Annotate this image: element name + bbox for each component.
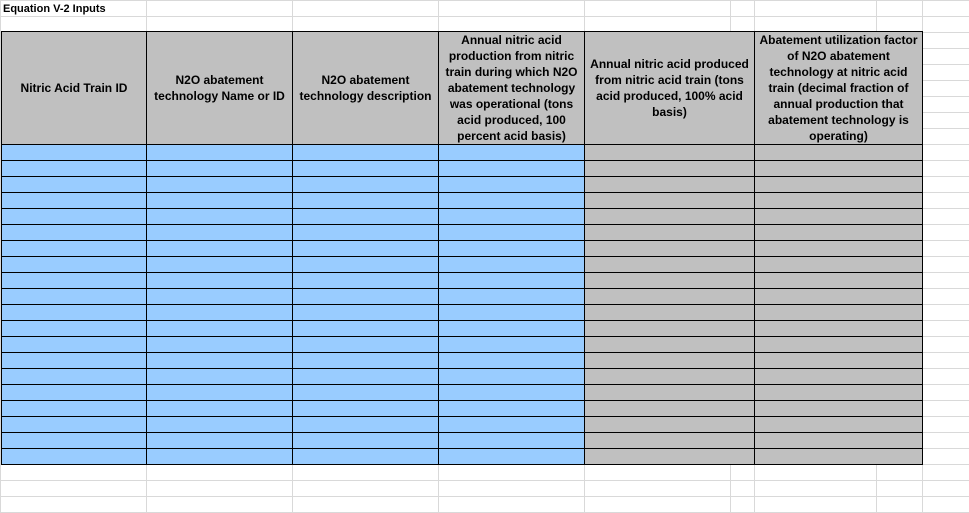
cell-annual-prod[interactable] bbox=[585, 273, 755, 289]
cell-train-id[interactable] bbox=[2, 193, 147, 209]
cell-annual-prod[interactable] bbox=[585, 385, 755, 401]
header-utilization-factor[interactable]: Abatement utilization factor of N2O abatement technology at nitric acid train (decimal fraction of annual production that abatement technology is operating) bbox=[755, 32, 923, 145]
cell-annual-prod[interactable] bbox=[585, 177, 755, 193]
cell-train-id[interactable] bbox=[2, 257, 147, 273]
cell-prod-during-op[interactable] bbox=[439, 369, 585, 385]
cell-train-id[interactable] bbox=[2, 449, 147, 465]
cell-tech-name[interactable] bbox=[147, 369, 293, 385]
cell-tech-desc[interactable] bbox=[293, 225, 439, 241]
cell-util-factor[interactable] bbox=[755, 449, 923, 465]
cell-prod-during-op[interactable] bbox=[439, 145, 585, 161]
cell-util-factor[interactable] bbox=[755, 337, 923, 353]
cell-util-factor[interactable] bbox=[755, 321, 923, 337]
cell-tech-desc[interactable] bbox=[293, 305, 439, 321]
sheet-title: Equation V-2 Inputs bbox=[3, 3, 106, 15]
header-tech-name[interactable]: N2O abatement technology Name or ID bbox=[147, 32, 293, 145]
cell-tech-name[interactable] bbox=[147, 209, 293, 225]
cell-tech-desc[interactable] bbox=[293, 337, 439, 353]
cell-tech-name[interactable] bbox=[147, 417, 293, 433]
cell-tech-desc[interactable] bbox=[293, 177, 439, 193]
cell-util-factor[interactable] bbox=[755, 369, 923, 385]
cell-prod-during-op[interactable] bbox=[439, 401, 585, 417]
cell-tech-desc[interactable] bbox=[293, 193, 439, 209]
table-row bbox=[2, 337, 923, 353]
table-row bbox=[2, 161, 923, 177]
cell-tech-desc[interactable] bbox=[293, 273, 439, 289]
cell-train-id[interactable] bbox=[2, 289, 147, 305]
cell-prod-during-op[interactable] bbox=[439, 385, 585, 401]
cell-tech-desc[interactable] bbox=[293, 241, 439, 257]
cell-annual-prod[interactable] bbox=[585, 401, 755, 417]
cell-train-id[interactable] bbox=[2, 225, 147, 241]
cell-prod-during-op[interactable] bbox=[439, 161, 585, 177]
cell-train-id[interactable] bbox=[2, 337, 147, 353]
cell-prod-during-op[interactable] bbox=[439, 321, 585, 337]
cell-tech-desc[interactable] bbox=[293, 321, 439, 337]
cell-train-id[interactable] bbox=[2, 241, 147, 257]
header-tech-description[interactable]: N2O abatement technology description bbox=[293, 32, 439, 145]
cell-util-factor[interactable] bbox=[755, 305, 923, 321]
cell-tech-desc[interactable] bbox=[293, 145, 439, 161]
cell-util-factor[interactable] bbox=[755, 177, 923, 193]
cell-train-id[interactable] bbox=[2, 145, 147, 161]
cell-util-factor[interactable] bbox=[755, 353, 923, 369]
cell-tech-desc[interactable] bbox=[293, 417, 439, 433]
cell-train-id[interactable] bbox=[2, 321, 147, 337]
table-row bbox=[2, 353, 923, 369]
cell-prod-during-op[interactable] bbox=[439, 257, 585, 273]
table-row bbox=[2, 273, 923, 289]
cell-prod-during-op[interactable] bbox=[439, 433, 585, 449]
table-row bbox=[2, 257, 923, 273]
table-row bbox=[2, 433, 923, 449]
cell-train-id[interactable] bbox=[2, 369, 147, 385]
cell-annual-prod[interactable] bbox=[585, 193, 755, 209]
cell-annual-prod[interactable] bbox=[585, 305, 755, 321]
cell-annual-prod[interactable] bbox=[585, 145, 755, 161]
cell-util-factor[interactable] bbox=[755, 145, 923, 161]
cell-train-id[interactable] bbox=[2, 273, 147, 289]
table-row bbox=[2, 369, 923, 385]
cell-train-id[interactable] bbox=[2, 305, 147, 321]
cell-tech-name[interactable] bbox=[147, 273, 293, 289]
cell-prod-during-op[interactable] bbox=[439, 449, 585, 465]
table-body bbox=[2, 145, 923, 465]
table-row bbox=[2, 401, 923, 417]
header-row bbox=[2, 32, 923, 145]
table-row bbox=[2, 305, 923, 321]
header-train-id[interactable]: Nitric Acid Train ID bbox=[2, 32, 147, 145]
cell-prod-during-op[interactable] bbox=[439, 193, 585, 209]
table-row bbox=[2, 177, 923, 193]
cell-tech-name[interactable] bbox=[147, 177, 293, 193]
cell-util-factor[interactable] bbox=[755, 161, 923, 177]
cell-tech-name[interactable] bbox=[147, 193, 293, 209]
cell-annual-prod[interactable] bbox=[585, 321, 755, 337]
cell-util-factor[interactable] bbox=[755, 433, 923, 449]
equation-inputs-table bbox=[1, 31, 923, 465]
cell-tech-name[interactable] bbox=[147, 241, 293, 257]
cell-tech-name[interactable] bbox=[147, 385, 293, 401]
cell-train-id[interactable] bbox=[2, 417, 147, 433]
cell-prod-during-op[interactable] bbox=[439, 241, 585, 257]
table-row bbox=[2, 321, 923, 337]
cell-tech-desc[interactable] bbox=[293, 449, 439, 465]
table-row bbox=[2, 241, 923, 257]
cell-tech-desc[interactable] bbox=[293, 401, 439, 417]
cell-tech-name[interactable] bbox=[147, 257, 293, 273]
cell-prod-during-op[interactable] bbox=[439, 177, 585, 193]
cell-tech-desc[interactable] bbox=[293, 353, 439, 369]
cell-prod-during-op[interactable] bbox=[439, 353, 585, 369]
cell-prod-during-op[interactable] bbox=[439, 209, 585, 225]
cell-tech-name[interactable] bbox=[147, 305, 293, 321]
cell-tech-desc[interactable] bbox=[293, 385, 439, 401]
table-row bbox=[2, 209, 923, 225]
cell-train-id[interactable] bbox=[2, 385, 147, 401]
cell-tech-desc[interactable] bbox=[293, 289, 439, 305]
cell-annual-prod[interactable] bbox=[585, 337, 755, 353]
cell-tech-name[interactable] bbox=[147, 449, 293, 465]
cell-annual-prod[interactable] bbox=[585, 417, 755, 433]
table-row bbox=[2, 193, 923, 209]
table-row bbox=[2, 449, 923, 465]
table-row bbox=[2, 289, 923, 305]
cell-util-factor[interactable] bbox=[755, 401, 923, 417]
cell-tech-name[interactable] bbox=[147, 145, 293, 161]
cell-util-factor[interactable] bbox=[755, 257, 923, 273]
cell-train-id[interactable] bbox=[2, 177, 147, 193]
cell-tech-name[interactable] bbox=[147, 225, 293, 241]
cell-tech-name[interactable] bbox=[147, 161, 293, 177]
cell-annual-prod[interactable] bbox=[585, 289, 755, 305]
cell-util-factor[interactable] bbox=[755, 273, 923, 289]
cell-tech-desc[interactable] bbox=[293, 257, 439, 273]
cell-tech-desc[interactable] bbox=[293, 209, 439, 225]
cell-tech-name[interactable] bbox=[147, 321, 293, 337]
cell-annual-prod[interactable] bbox=[585, 161, 755, 177]
cell-util-factor[interactable] bbox=[755, 385, 923, 401]
cell-tech-name[interactable] bbox=[147, 401, 293, 417]
cell-tech-name[interactable] bbox=[147, 337, 293, 353]
cell-annual-prod[interactable] bbox=[585, 257, 755, 273]
cell-prod-during-op[interactable] bbox=[439, 305, 585, 321]
cell-tech-desc[interactable] bbox=[293, 161, 439, 177]
table-row bbox=[2, 385, 923, 401]
cell-tech-desc[interactable] bbox=[293, 369, 439, 385]
table-row bbox=[2, 145, 923, 161]
cell-util-factor[interactable] bbox=[755, 209, 923, 225]
cell-train-id[interactable] bbox=[2, 161, 147, 177]
cell-util-factor[interactable] bbox=[755, 225, 923, 241]
cell-train-id[interactable] bbox=[2, 401, 147, 417]
cell-prod-during-op[interactable] bbox=[439, 337, 585, 353]
table-row bbox=[2, 417, 923, 433]
table-row bbox=[2, 225, 923, 241]
cell-tech-name[interactable] bbox=[147, 433, 293, 449]
cell-annual-prod[interactable] bbox=[585, 353, 755, 369]
cell-tech-name[interactable] bbox=[147, 353, 293, 369]
cell-prod-during-op[interactable] bbox=[439, 417, 585, 433]
cell-annual-prod[interactable] bbox=[585, 449, 755, 465]
cell-tech-name[interactable] bbox=[147, 289, 293, 305]
cell-util-factor[interactable] bbox=[755, 193, 923, 209]
cell-util-factor[interactable] bbox=[755, 241, 923, 257]
cell-annual-prod[interactable] bbox=[585, 209, 755, 225]
header-annual-production[interactable]: Annual nitric acid produced from nitric acid train (tons acid produced, 100% acid basis) bbox=[585, 32, 755, 145]
cell-annual-prod[interactable] bbox=[585, 369, 755, 385]
cell-train-id[interactable] bbox=[2, 209, 147, 225]
cell-train-id[interactable] bbox=[2, 353, 147, 369]
cell-prod-during-op[interactable] bbox=[439, 273, 585, 289]
cell-prod-during-op[interactable] bbox=[439, 225, 585, 241]
cell-util-factor[interactable] bbox=[755, 289, 923, 305]
header-production-during-operation[interactable]: Annual nitric acid production from nitric train during which N2O abatement technology was operational (tons acid produced, 100 percent acid basis) bbox=[439, 32, 585, 145]
cell-annual-prod[interactable] bbox=[585, 241, 755, 257]
cell-tech-desc[interactable] bbox=[293, 433, 439, 449]
cell-annual-prod[interactable] bbox=[585, 225, 755, 241]
cell-annual-prod[interactable] bbox=[585, 433, 755, 449]
cell-train-id[interactable] bbox=[2, 433, 147, 449]
cell-prod-during-op[interactable] bbox=[439, 289, 585, 305]
cell-util-factor[interactable] bbox=[755, 417, 923, 433]
